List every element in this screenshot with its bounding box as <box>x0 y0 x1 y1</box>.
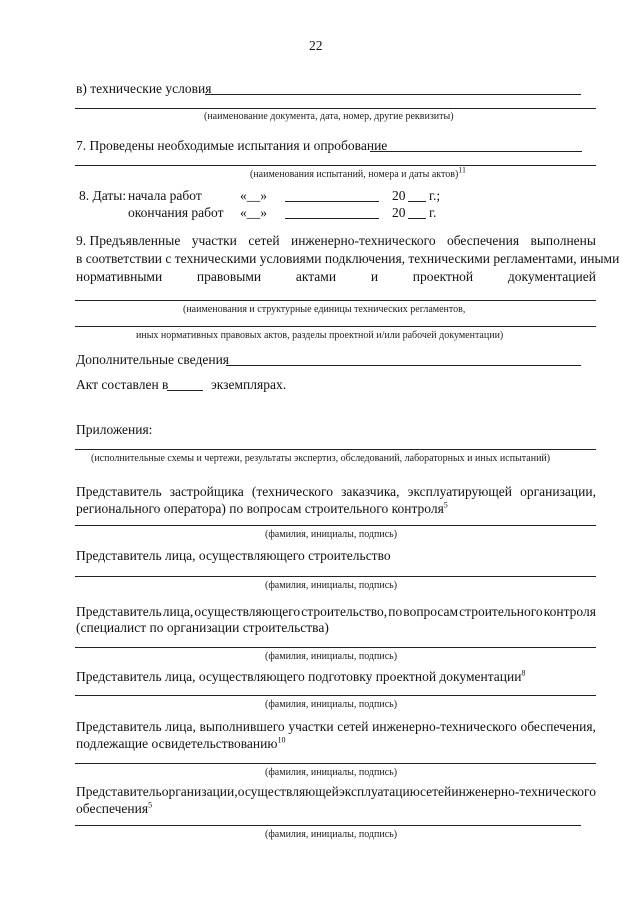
tech-conditions-line-2[interactable] <box>75 108 596 109</box>
presented-caption-1: (наименования и структурные единицы технических регламентов, <box>183 304 466 315</box>
tests-line[interactable] <box>370 151 582 152</box>
start-date-label: начала работ <box>128 188 202 203</box>
performer-rep-line-1: Представитель лица, выполнившего участки сетей инженерно-технического обеспечения, <box>76 719 596 734</box>
copies-count-line[interactable] <box>167 390 203 391</box>
designer-signature-caption: (фамилия, инициалы, подпись) <box>265 699 398 710</box>
end-day-blank[interactable]: «__» <box>240 205 267 220</box>
end-month-line[interactable] <box>285 218 379 219</box>
builder-signature-caption: (фамилия, инициалы, подпись) <box>265 580 398 591</box>
tech-conditions-label: в) технические условия <box>76 81 212 96</box>
builder-control-line-2: (специалист по организации строительства) <box>76 620 329 635</box>
performer-signature-line[interactable] <box>75 763 596 764</box>
copies-label-before: Акт составлен в <box>76 377 169 392</box>
end-year-line[interactable] <box>408 218 426 219</box>
additional-info-line[interactable] <box>226 365 581 366</box>
presented-line-blank-2[interactable] <box>75 326 596 327</box>
developer-rep-line-2: регионального оператора) по вопросам строительного контроля$^5$ <box>76 500 448 516</box>
builder-signature-line[interactable] <box>75 576 596 577</box>
performer-rep-line-2: подлежащие освидетельствованию$^{10}$ <box>76 735 286 751</box>
developer-signature-caption: (фамилия, инициалы, подпись) <box>265 529 398 540</box>
start-year-suffix: г.; <box>429 188 441 203</box>
operator-signature-caption: (фамилия, инициалы, подпись) <box>265 829 398 840</box>
copies-label-after: экземплярах. <box>211 377 287 392</box>
builder-control-signature-line[interactable] <box>75 647 596 648</box>
tech-conditions-caption: (наименование документа, дата, номер, другие реквизиты) <box>204 111 454 122</box>
performer-signature-caption: (фамилия, инициалы, подпись) <box>265 767 398 778</box>
presented-caption-2: иных нормативных правовых актов, разделы проектной и/или рабочей документации) <box>136 330 504 341</box>
operator-rep-line-1: Представитель организации, осуществляющей эксплуатацию сетей инженерно-технического <box>76 784 596 799</box>
presented-line-2: в соответствии с техническими условиями подключения, техническими регламентами, иными <box>76 251 620 266</box>
operator-rep-line-2: обеспечения$^5$ <box>76 800 153 816</box>
attachments-label: Приложения: <box>76 422 153 437</box>
attachments-line[interactable] <box>75 449 596 450</box>
end-year-prefix: 20 <box>392 205 406 220</box>
start-month-line[interactable] <box>285 201 379 202</box>
operator-signature-line[interactable] <box>75 825 581 826</box>
developer-rep-line-1: Представитель застройщика (технического заказчика, эксплуатирующей организации, <box>76 484 596 499</box>
tests-caption: (наименования испытаний, номера и даты актов)$^{11}$ <box>250 165 466 180</box>
presented-line-blank-1[interactable] <box>75 300 596 301</box>
builder-control-signature-caption: (фамилия, инициалы, подпись) <box>265 651 398 662</box>
presented-line-1: 9. Предъявленные участки сетей инженерно-технического обеспечения выполнены <box>76 233 596 248</box>
designer-signature-line[interactable] <box>75 695 596 696</box>
additional-info-label: Дополнительные сведения <box>76 352 230 367</box>
builder-control-line-1: Представитель лица, осуществляющего строительство, по вопросам строительного контроля <box>76 604 596 619</box>
start-year-line[interactable] <box>408 201 426 202</box>
presented-line-3: нормативными правовыми актами и проектной документацией <box>76 269 596 284</box>
end-date-label: окончания работ <box>128 205 224 220</box>
end-year-suffix: г. <box>429 205 437 220</box>
designer-rep-label: Представитель лица, осуществляющего подготовку проектной документации$^8$ <box>76 668 526 684</box>
tests-label: 7. Проведены необходимые испытания и опробование <box>76 138 388 153</box>
start-year-prefix: 20 <box>392 188 406 203</box>
start-day-blank[interactable]: «__» <box>240 188 267 203</box>
tech-conditions-line[interactable] <box>205 94 581 95</box>
attachments-caption: (исполнительные схемы и чертежи, результаты экспертиз, обследований, лабораторных и иных испытаний) <box>91 453 551 464</box>
tests-line-2[interactable] <box>75 165 596 166</box>
page-number: 22 <box>309 38 323 53</box>
dates-label: 8. Даты: <box>79 188 127 203</box>
builder-rep-label: Представитель лица, осуществляющего строительство <box>76 548 391 563</box>
developer-signature-line[interactable] <box>75 525 596 526</box>
